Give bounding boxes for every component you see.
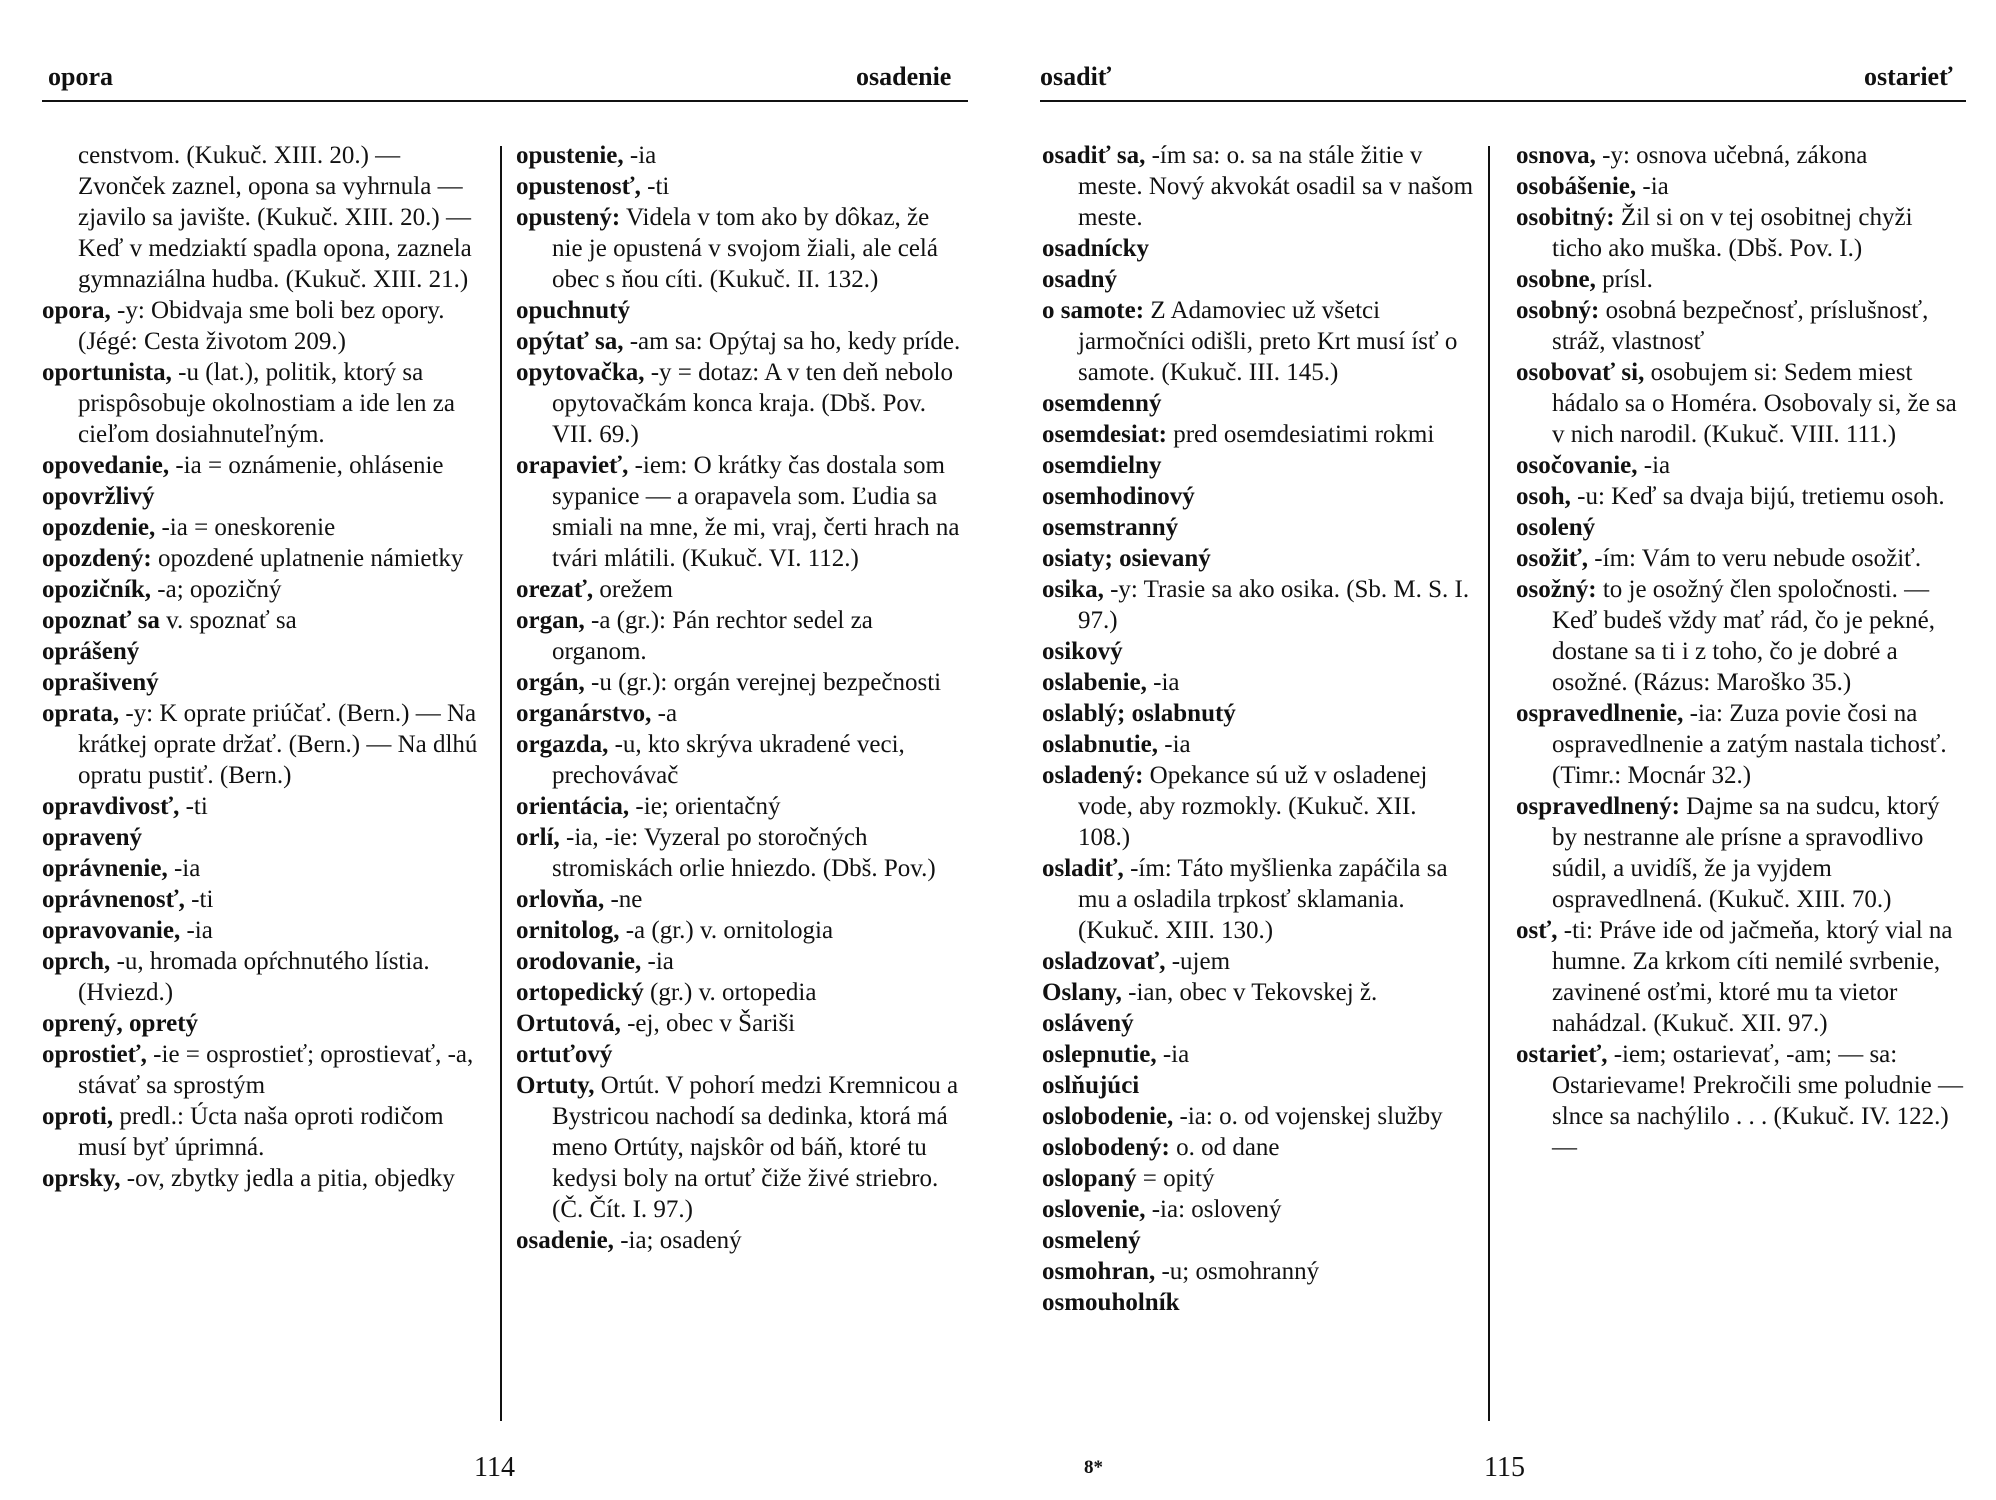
dictionary-entry	[516, 1070, 966, 1225]
dictionary-entry	[42, 605, 487, 636]
entry-headword: osobný:	[1516, 297, 1600, 324]
dictionary-entry	[516, 1008, 966, 1039]
entry-headword: osadenie,	[516, 1227, 614, 1254]
dictionary-entry	[516, 884, 966, 915]
entry-headword: osmouholník	[1042, 1289, 1180, 1316]
entry-headword: oprata,	[42, 700, 120, 727]
entry-text: osobná bezpečnosť, príslušnosť, stráž, vlastnosť	[1552, 297, 1929, 355]
dictionary-entry	[1042, 1039, 1474, 1070]
entry-headword: Ortutová,	[516, 1010, 621, 1037]
entry-headword: ortuťový	[516, 1041, 613, 1068]
entry-text: -ím: Táto myšlienka zapáčila sa mu a osladila trpkosť sklamania. (Kukuč. XIII. 130.)	[1078, 855, 1448, 944]
entry-headword: osožný:	[1516, 576, 1597, 603]
dictionary-entry	[42, 884, 487, 915]
dictionary-entry	[1042, 1101, 1474, 1132]
entry-headword: osť,	[1516, 917, 1558, 944]
entry-text: opozdené uplatnenie námietky	[151, 545, 464, 572]
entry-headword: opustenie,	[516, 142, 624, 169]
dictionary-entry	[1042, 419, 1474, 450]
entry-text: -u (lat.), politik, ktorý sa prispôsobuje okolnostiam a ide len za cieľom dosiahnuteľným.	[78, 359, 456, 448]
dictionary-entry	[42, 667, 487, 698]
entry-headword: opravdivosť,	[42, 793, 180, 820]
entry-headword: oslablý; oslabnutý	[1042, 700, 1236, 727]
entry-text: Opekance sú už v osladenej vode, aby rozmokly. (Kukuč. XII. 108.)	[1078, 762, 1428, 851]
header-rule	[42, 100, 968, 102]
entry-headword: oprostieť,	[42, 1041, 147, 1068]
entry-headword: opora,	[42, 297, 111, 324]
running-head-left: opora	[48, 62, 113, 91]
column-divider	[1488, 146, 1490, 1421]
entry-text: pred osemdesiatimi rokmi	[1166, 421, 1435, 448]
entry-text: -ie = osprostieť; oprostievať, -a, stávať sa sprostým	[78, 1041, 474, 1099]
dictionary-entry	[42, 481, 487, 512]
dictionary-entry	[516, 915, 966, 946]
entry-text: -ia	[1637, 452, 1671, 479]
dictionary-entry	[42, 1039, 487, 1101]
entry-text: -ia	[1146, 669, 1180, 696]
entry-headword: organ,	[516, 607, 585, 634]
running-head-left: osadiť	[1040, 62, 1112, 91]
dictionary-entry	[1042, 233, 1474, 264]
entry-text: -ti	[184, 886, 214, 913]
running-head-right: osadenie	[856, 62, 952, 91]
entry-text: -ia	[180, 917, 213, 944]
entry-headword: opuchnutý	[516, 297, 630, 324]
entry-text: (gr.) v. ortopedia	[643, 979, 817, 1006]
entry-headword: osočovanie,	[1516, 452, 1638, 479]
entry-text: -u; osmohranný	[1155, 1258, 1320, 1285]
entry-headword: osikový	[1042, 638, 1123, 665]
dictionary-entry	[516, 822, 966, 884]
dictionary-entry	[1042, 1070, 1474, 1101]
entry-text: censtvom. (Kukuč. XIII. 20.) — Zvonček zaznel, opona sa vyhrnula — zjavilo sa javište. (Kukuč. XIII. 20.) — Keď v medziaktí spadla opona, zaznela gymnaziálna hudba. (Kukuč. XIII. 21.)	[78, 142, 472, 293]
dictionary-entry	[1042, 512, 1474, 543]
entry-text: -ujem	[1165, 948, 1231, 975]
entry-headword: osladený:	[1042, 762, 1144, 789]
dictionary-entry	[1042, 977, 1474, 1008]
entry-headword: oslávený	[1042, 1010, 1134, 1037]
entry-text: -ti	[640, 173, 670, 200]
dictionary-entry	[42, 450, 487, 481]
dictionary-entry	[1516, 357, 1966, 450]
entry-headword: osoh,	[1516, 483, 1571, 510]
entry-headword: oproti,	[42, 1103, 114, 1130]
entry-headword: opozičník,	[42, 576, 152, 603]
entry-text: -y: Obidvaja sme boli bez opory. (Jégé: Cesta životom 209.)	[78, 297, 445, 355]
entry-headword: opravený	[42, 824, 142, 851]
entry-headword: oprený, opretý	[42, 1010, 199, 1037]
entry-headword: oprávnenosť,	[42, 886, 185, 913]
entry-text: -ia: o. od vojenskej služby	[1173, 1103, 1443, 1130]
column-divider	[500, 146, 502, 1421]
entry-headword: osobovať si,	[1516, 359, 1645, 386]
dictionary-entry	[1042, 481, 1474, 512]
dictionary-entry	[1516, 295, 1966, 357]
dictionary-entry	[42, 1008, 487, 1039]
entry-text: -ti: Práve ide od jačmeňa, ktorý vial na humne. Za krkom cíti nemilé svrbenie, zavinené osťmi, ktoré mu ta vietor nahádzal. (Kukuč. XII. 97.)	[1552, 917, 1953, 1037]
dictionary-entry	[516, 326, 966, 357]
entry-text: v. spoznať sa	[159, 607, 297, 634]
entry-headword: opovedanie,	[42, 452, 170, 479]
entry-text: -ia	[623, 142, 657, 169]
entry-text: -u, hromada opŕchnutého lístia. (Hviezd.)	[78, 948, 430, 1006]
dictionary-entry	[1042, 698, 1474, 729]
entry-headword: osadiť sa,	[1042, 142, 1146, 169]
entry-text: -ia = oneskorenie	[155, 514, 336, 541]
entry-headword: o samote:	[1042, 297, 1145, 324]
entry-headword: orodovanie,	[516, 948, 642, 975]
dictionary-entry	[1516, 574, 1966, 698]
entry-headword: ostarieť,	[1516, 1041, 1608, 1068]
running-head-right: ostarieť	[1864, 62, 1953, 91]
dictionary-entry	[1042, 729, 1474, 760]
entry-column	[516, 140, 966, 1256]
entry-text: -am sa: Opýtaj sa ho, kedy príde.	[623, 328, 961, 355]
entry-text: -ia	[641, 948, 674, 975]
dictionary-entry	[1042, 264, 1474, 295]
entry-text: -ti	[179, 793, 208, 820]
entry-headword: orlovňa,	[516, 886, 605, 913]
entry-headword: oportunista,	[42, 359, 172, 386]
entry-text: -ia	[1636, 173, 1669, 200]
entry-headword: ospravedlnenie,	[1516, 700, 1684, 727]
dictionary-entry	[1042, 1163, 1474, 1194]
entry-headword: opozdenie,	[42, 514, 156, 541]
dictionary-entry	[1516, 791, 1966, 915]
entry-text: -y: Trasie sa ako osika. (Sb. M. S. I. 97.)	[1078, 576, 1470, 634]
dictionary-entry	[1516, 171, 1966, 202]
dictionary-entry	[516, 977, 966, 1008]
entry-headword: osmohran,	[1042, 1258, 1156, 1285]
entry-text: to je osožný člen spoločnosti. — Keď budeš vždy mať rád, čo je pekné, dostane sa ti i z toho, čo je dobré a osožné. (Rázus: Maroško 35.)	[1552, 576, 1935, 696]
entry-text: -iem; ostarievať, -am; — sa: Ostarievame! Prekročili sme poludnie — slnce sa nachýlilo . . . (Kukuč. IV. 122.) —	[1552, 1041, 1963, 1161]
entry-text: -a; opozičný	[151, 576, 282, 603]
dictionary-entry	[1042, 1287, 1474, 1318]
entry-headword: osožiť,	[1516, 545, 1589, 572]
entry-text: -y = dotaz: A v ten deň nebolo opytovačkám konca kraja. (Dbš. Pov. VII. 69.)	[552, 359, 953, 448]
dictionary-entry	[516, 791, 966, 822]
dictionary-entry	[516, 357, 966, 450]
entry-headword: osemdielny	[1042, 452, 1162, 479]
entry-text: o. od dane	[1169, 1134, 1280, 1161]
dictionary-entry	[516, 1039, 966, 1070]
dictionary-entry	[42, 295, 487, 357]
entry-headword: Oslany,	[1042, 979, 1122, 1006]
dictionary-entry	[42, 140, 487, 295]
entry-headword: orgán,	[516, 669, 585, 696]
dictionary-entry	[42, 791, 487, 822]
dictionary-entry	[1042, 760, 1474, 853]
entry-headword: opoznať sa	[42, 607, 160, 634]
dictionary-entry	[42, 574, 487, 605]
entry-headword: osemhodinový	[1042, 483, 1195, 510]
dictionary-entry	[1516, 481, 1966, 512]
entry-headword: ospravedlnený:	[1516, 793, 1680, 820]
entry-headword: oprašivený	[42, 669, 159, 696]
entry-text: Ortút. V pohorí medzi Kremnicou a Bystricou nachodí sa dedinka, ktorá má meno Ortúty, najskôr od báň, ktoré tu kedysi boly na ortuť čiže živé striebro. (Č. Čít. I. 97.)	[552, 1072, 959, 1223]
entry-headword: oprášený	[42, 638, 140, 665]
entry-text: osobujem si: Sedem miest hádalo sa o Homéra. Osobovaly si, že sa v nich narodil. (Kukuč. VIII. 111.)	[1552, 359, 1957, 448]
entry-headword: osemdesiat:	[1042, 421, 1167, 448]
dictionary-entry	[1042, 574, 1474, 636]
dictionary-entry	[1042, 450, 1474, 481]
entry-text: -iem: O krátky čas dostala som sypanice — a orapavela som. Ľudia sa smiali na mne, že mi, vraj, čerti hrach na tvári mlátili. (Kukuč. VI. 112.)	[552, 452, 960, 572]
entry-text: -ia; osadený	[613, 1227, 742, 1254]
entry-headword: orgazda,	[516, 731, 609, 758]
entry-text: -u (gr.): orgán verejnej bezpečnosti	[584, 669, 942, 696]
entry-headword: oslepnutie,	[1042, 1041, 1157, 1068]
page-number: 115	[1484, 1452, 1525, 1483]
dictionary-entry	[1042, 295, 1474, 388]
dictionary-entry	[516, 729, 966, 791]
dictionary-entry	[516, 1225, 966, 1256]
dictionary-entry	[1516, 698, 1966, 791]
entry-text: -ej, obec v Šariši	[620, 1010, 796, 1037]
entry-text: -ie; orientačný	[629, 793, 781, 820]
entry-headword: oprch,	[42, 948, 111, 975]
dictionary-entry	[1042, 140, 1474, 233]
entry-headword: orapavieť,	[516, 452, 629, 479]
dictionary-entry	[516, 605, 966, 667]
entry-headword: ornitolog,	[516, 917, 620, 944]
entry-text: -ia	[1156, 1041, 1190, 1068]
dictionary-entry	[42, 1163, 487, 1194]
entry-text: Z Adamoviec už všetci jarmočníci odišli, preto Krt musí ísť o samote. (Kukuč. III. 145.)	[1078, 297, 1458, 386]
entry-text: = opitý	[1136, 1165, 1215, 1192]
entry-headword: oslovenie,	[1042, 1196, 1146, 1223]
entry-text: -ian, obec v Tekovskej ž.	[1121, 979, 1378, 1006]
entry-headword: oslobodenie,	[1042, 1103, 1174, 1130]
entry-headword: osladiť,	[1042, 855, 1124, 882]
entry-headword: opozdený:	[42, 545, 152, 572]
entry-headword: oprsky,	[42, 1165, 121, 1192]
entry-headword: osobitný:	[1516, 204, 1615, 231]
entry-headword: orezať,	[516, 576, 594, 603]
entry-text: -ia	[1158, 731, 1191, 758]
dictionary-entry	[516, 140, 966, 171]
entry-text: -ia, -ie: Vyzeral po storočných stromiskách orlie hniezdo. (Dbš. Pov.)	[552, 824, 936, 882]
dictionary-entry	[42, 543, 487, 574]
entry-headword: opustený:	[516, 204, 621, 231]
entry-column	[1042, 140, 1474, 1318]
dictionary-entry	[516, 450, 966, 574]
dictionary-entry	[516, 202, 966, 295]
dictionary-entry	[1042, 1225, 1474, 1256]
entry-headword: oslabenie,	[1042, 669, 1147, 696]
entry-text: Videla v tom ako by dôkaz, že nie je opustená v svojom žiali, ale celá obec s ňou cíti. (Kukuč. II. 132.)	[552, 204, 938, 293]
entry-headword: organárstvo,	[516, 700, 652, 727]
entry-text: Dajme sa na sudcu, ktorý by nestranne ale prísne a spravodlivo súdil, a uvidíš, že ja vyjdem ospravedlnená. (Kukuč. XIII. 70.)	[1552, 793, 1940, 913]
entry-headword: oslabnutie,	[1042, 731, 1159, 758]
entry-headword: osadnícky	[1042, 235, 1149, 262]
entry-headword: orlí,	[516, 824, 560, 851]
entry-text: -ím: Vám to veru nebude osožiť.	[1588, 545, 1922, 572]
entry-headword: orientácia,	[516, 793, 630, 820]
entry-text: -ov, zbytky jedla a pitia, objedky	[120, 1165, 455, 1192]
entry-headword: osmelený	[1042, 1227, 1141, 1254]
entry-text: prísl.	[1595, 266, 1653, 293]
dictionary-entry	[1516, 512, 1966, 543]
entry-headword: oprávnenie,	[42, 855, 168, 882]
entry-column	[1516, 140, 1966, 1163]
dictionary-entry	[42, 915, 487, 946]
dictionary-entry	[516, 946, 966, 977]
dictionary-entry	[1042, 388, 1474, 419]
dictionary-entry	[516, 667, 966, 698]
dictionary-entry	[1516, 915, 1966, 1039]
dictionary-entry	[1516, 264, 1966, 295]
entry-headword: ortopedický	[516, 979, 644, 1006]
entry-text: -y: K oprate priúčať. (Bern.) — Na krátkej oprate držať. (Bern.) — Na dlhú opratu pustiť. (Bern.)	[78, 700, 478, 789]
entry-headword: osemdenný	[1042, 390, 1162, 417]
dictionary-entry	[42, 822, 487, 853]
entry-text: -ia = oznámenie, ohlásenie	[169, 452, 444, 479]
header-rule	[1040, 100, 1966, 102]
page-number: 114	[474, 1452, 515, 1483]
entry-text: orežem	[593, 576, 673, 603]
entry-headword: osolený	[1516, 514, 1596, 541]
dictionary-entry	[1042, 543, 1474, 574]
entry-headword: opustenosť,	[516, 173, 641, 200]
entry-text: -ia: oslovený	[1145, 1196, 1282, 1223]
right-page	[998, 0, 1996, 1500]
entry-headword: osobne,	[1516, 266, 1596, 293]
dictionary-entry	[1042, 636, 1474, 667]
entry-headword: oslopaný	[1042, 1165, 1137, 1192]
dictionary-entry	[1042, 1008, 1474, 1039]
entry-headword: opovržlivý	[42, 483, 155, 510]
dictionary-entry	[1042, 946, 1474, 977]
dictionary-entry	[516, 574, 966, 605]
entry-text: -ím sa: o. sa na stále žitie v meste. Nový akvokát osadil sa v našom meste.	[1078, 142, 1474, 231]
entry-text: -y: osnova učebná, zákona	[1595, 142, 1868, 169]
entry-text: -ia	[167, 855, 201, 882]
entry-text: -a (gr.): Pán rechtor sedel za organom.	[552, 607, 873, 665]
dictionary-entry	[42, 946, 487, 1008]
dictionary-entry	[1516, 140, 1966, 171]
dictionary-entry	[1516, 1039, 1966, 1163]
dictionary-entry	[516, 698, 966, 729]
dictionary-entry	[1042, 853, 1474, 946]
entry-text: predl.: Úcta naša oproti rodičom musí byť úprimná.	[78, 1103, 444, 1161]
entry-text: Žil si on v tej osobitnej chyži ticho ako muška. (Dbš. Pov. I.)	[1552, 204, 1913, 262]
dictionary-entry	[42, 1101, 487, 1163]
dictionary-entry	[42, 357, 487, 450]
signature-mark: 8*	[1084, 1457, 1103, 1478]
entry-headword: opravovanie,	[42, 917, 181, 944]
dictionary-entry	[1516, 450, 1966, 481]
dictionary-entry	[1042, 1194, 1474, 1225]
dictionary-entry	[1042, 1256, 1474, 1287]
dictionary-entry	[1042, 1132, 1474, 1163]
entry-text: -u: Keď sa dvaja bijú, tretiemu osoh.	[1570, 483, 1945, 510]
entry-text: -a (gr.) v. ornitologia	[619, 917, 834, 944]
entry-text: -ia: Zuza povie čosi na ospravedlnenie a zatým nastala tichosť. (Timr.: Mocnár 32.)	[1552, 700, 1947, 789]
dictionary-entry	[1042, 667, 1474, 698]
entry-text: -a	[651, 700, 678, 727]
entry-column	[42, 140, 487, 1194]
dictionary-entry	[42, 853, 487, 884]
entry-headword: Ortuty,	[516, 1072, 595, 1099]
dictionary-entry	[42, 636, 487, 667]
entry-text: -ne	[604, 886, 643, 913]
dictionary-entry	[1516, 202, 1966, 264]
entry-headword: oslňujúci	[1042, 1072, 1140, 1099]
entry-headword: osladzovať,	[1042, 948, 1166, 975]
entry-headword: osika,	[1042, 576, 1104, 603]
dictionary-entry	[42, 512, 487, 543]
dictionary-entry	[516, 171, 966, 202]
entry-headword: osemstranný	[1042, 514, 1179, 541]
entry-headword: opytovačka,	[516, 359, 645, 386]
entry-headword: oslobodený:	[1042, 1134, 1170, 1161]
dictionary-entry	[42, 698, 487, 791]
dictionary-entry	[1516, 543, 1966, 574]
dictionary-entry	[516, 295, 966, 326]
entry-headword: osiaty; osievaný	[1042, 545, 1211, 572]
entry-headword: osobášenie,	[1516, 173, 1637, 200]
entry-text: -u, kto skrýva ukradené veci, prechovávač	[552, 731, 905, 789]
entry-headword: osnova,	[1516, 142, 1596, 169]
entry-headword: osadný	[1042, 266, 1118, 293]
entry-headword: opýtať sa,	[516, 328, 624, 355]
